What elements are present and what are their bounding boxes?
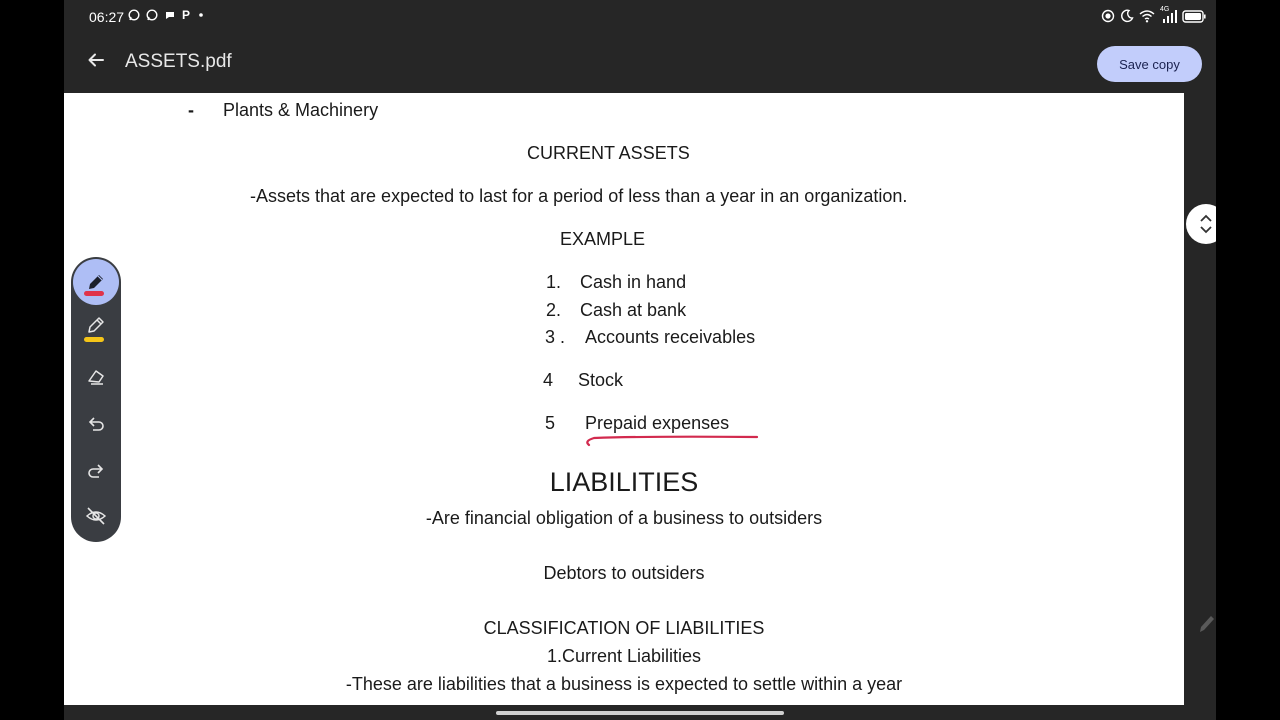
eraser-icon [85,365,107,387]
current-assets-definition: -Assets that are expected to last for a period of less than a year in an organization. [250,186,908,206]
annotation-toolbar [71,257,121,542]
current-liabilities-definition: -These are liabilities that a business is expected to settle within a year [345,674,903,694]
pencil-icon[interactable] [1198,612,1216,634]
dot-icon [196,10,206,20]
bullet-item: Plants & Machinery [223,100,379,120]
battery-icon [1182,10,1206,23]
list-item-number: 1. [546,272,562,292]
redo-button[interactable] [73,447,119,493]
current-assets-heading: CURRENT ASSETS [527,143,690,163]
list-item-number: 4 [543,370,554,390]
highlighter-color-swatch [84,337,104,342]
hide-annotations-button[interactable] [73,493,119,539]
system-icons [1101,6,1206,23]
liabilities-definition: -Are financial obligation of a business to outsiders [425,508,823,528]
pdf-page [64,93,1184,705]
eraser-tool-button[interactable] [73,353,119,399]
page-scroll-handle[interactable] [1186,204,1216,244]
list-item-text: Cash in hand [580,272,687,292]
undo-button[interactable] [73,400,119,446]
bullet-dash: - [188,100,194,120]
whatsapp-icon [128,9,140,21]
arrow-back-icon [84,48,108,72]
pen-tool-button[interactable] [73,259,119,305]
list-item-number: 3 . [545,327,566,347]
example-heading: EXAMPLE [560,229,646,249]
gesture-nav-bar[interactable] [496,711,784,715]
undo-icon [85,412,107,434]
signal-icon [1160,6,1177,23]
classification-heading: CLASSIFICATION OF LIABILITIES [483,618,765,638]
pen-annotation-underline [582,431,762,451]
hide-annotations-icon [85,505,107,527]
list-item-number: 2. [546,300,562,320]
list-item-text: Stock [578,370,624,390]
notification-icons [128,8,206,22]
app-bar [64,34,1216,93]
debtors-line: Debtors to outsiders [543,563,705,583]
list-item-text: Cash at bank [580,300,687,320]
liabilities-heading: LIABILITIES [549,467,699,497]
pen-color-swatch [84,291,104,296]
document-title: ASSETS.pdf [125,51,232,72]
record-icon [1101,9,1115,23]
chevron-up-down-icon [1198,213,1214,235]
wifi-icon [1139,9,1155,23]
moon-icon [1120,9,1134,23]
list-item-text: Accounts receivables [585,327,756,347]
network-type-label: 4G [1160,6,1170,13]
list-item-text: Prepaid expenses [585,413,730,433]
chat-icon [164,9,176,21]
redo-icon [85,459,107,481]
whatsapp-icon [146,9,158,21]
save-copy-button[interactable]: Save copy [1097,46,1202,82]
app-screen [64,0,1216,720]
status-bar [64,0,1216,34]
back-button[interactable] [84,48,108,72]
current-liabilities-heading: 1.Current Liabilities [546,646,702,666]
status-time: 06:27 [89,9,125,25]
p-icon: P [182,8,191,22]
list-item-number: 5 [545,413,556,433]
highlighter-icon [85,314,107,336]
